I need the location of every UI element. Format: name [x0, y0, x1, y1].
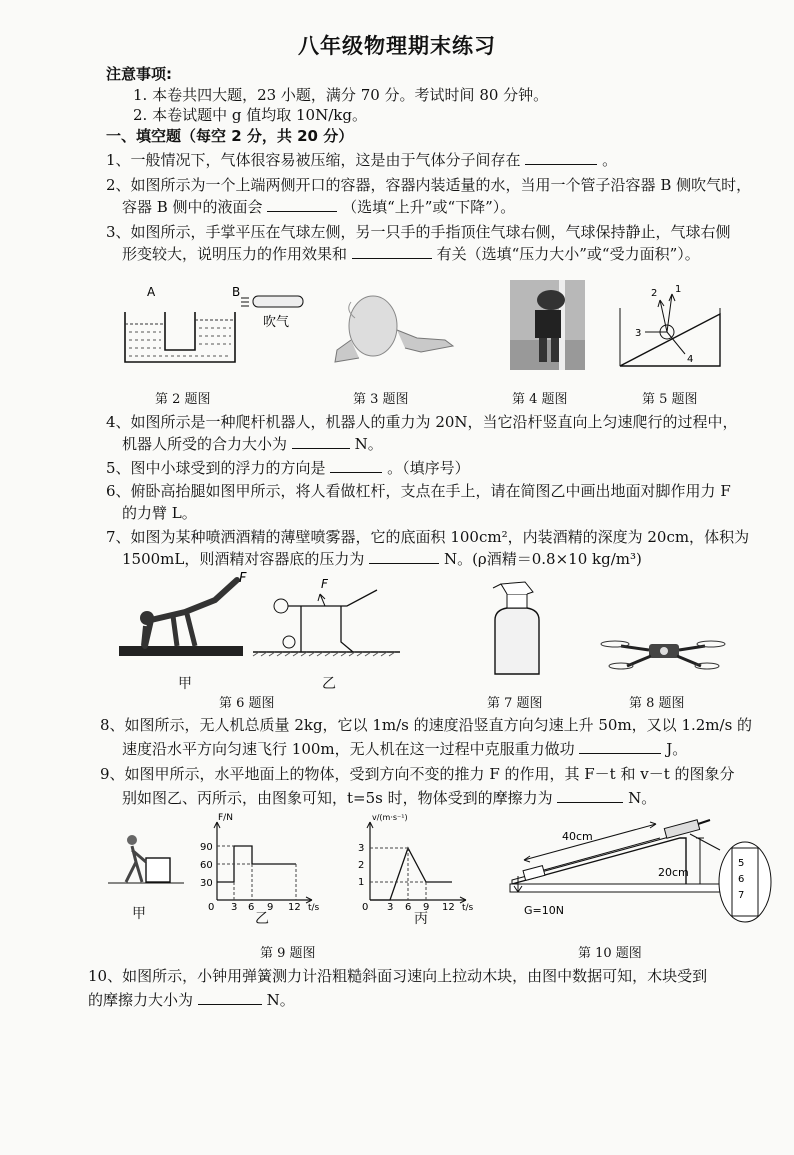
caption-fig-6: 第 6 题图	[219, 696, 275, 711]
fig2-label-a: A	[147, 285, 156, 299]
q3-line1: 3、如图所示，手掌平压在气球左侧，另一只手的手指顶住气球右侧，气球保持静止，气球右侧	[106, 223, 731, 241]
q9-text: 别如图乙、丙所示，由图象可知，t=5s 时，物体受到的摩擦力为	[122, 789, 553, 807]
fig9-y-axis-label: F/N	[218, 813, 233, 823]
fig6-simple-diagram	[253, 577, 400, 656]
q1-tail: 。	[602, 151, 618, 169]
fig9-vtick-1: 1	[358, 877, 365, 888]
fig10-scale-7: 7	[738, 890, 745, 901]
q8-tail: J。	[666, 740, 688, 758]
question-3-line2	[122, 244, 700, 264]
fig10-scale-6: 6	[738, 874, 745, 885]
q10-answer-blank[interactable]	[198, 990, 262, 1005]
q6-line1: 6、俯卧高抬腿如图甲所示，将人看做杠杆，支点在手上，请在简图乙中画出地面对脚作用力 F	[106, 482, 731, 500]
q7-text: 1500mL，则酒精对容器底的压力为	[122, 550, 365, 568]
question-2-line2	[122, 197, 515, 217]
fig7-spray-bottle	[493, 582, 539, 674]
q10-line1: 10、如图所示，小钟用弹簧测力计沿粗糙斜面习速向上拉动木块，由图中数据可知，木块受到	[88, 967, 708, 985]
caption-fig-10: 第 10 题图	[578, 946, 642, 961]
q3-answer-blank[interactable]	[352, 244, 432, 259]
q8-answer-blank[interactable]	[579, 739, 661, 754]
fig9-xtick-9: 9	[267, 902, 274, 913]
q4-text: 机器人所受的合力大小为	[122, 435, 288, 453]
question-7-line2	[122, 549, 642, 569]
q9-answer-blank[interactable]	[557, 788, 623, 803]
caption-fig-9: 第 9 题图	[260, 946, 316, 961]
q5-text: 5、图中小球受到的浮力的方向是	[106, 459, 326, 477]
fig8-drone	[601, 641, 725, 669]
q6-line2: 的力臂 L。	[122, 504, 197, 522]
fig6-label-yi: 乙	[322, 676, 336, 692]
q1-answer-blank[interactable]	[525, 150, 597, 165]
fig9-label-jia: 甲	[132, 906, 146, 922]
fig10-height-20cm: 20cm	[658, 866, 689, 879]
caption-fig-5: 第 5 题图	[642, 392, 698, 407]
caption-fig-4: 第 4 题图	[512, 392, 568, 407]
fig9-vxtick-12: 12	[442, 902, 455, 913]
fig9-vxtick-3: 3	[387, 902, 394, 913]
caption-fig-8: 第 8 题图	[629, 696, 685, 711]
fig2-label-b: B	[232, 285, 241, 299]
caption-fig-3: 第 3 题图	[353, 392, 409, 407]
page-title: 八年级物理期末练习	[298, 34, 496, 58]
fig9-vx-axis-label: t/s	[462, 903, 474, 913]
q2-tail: （选填“上升”或“下降”）。	[342, 198, 516, 216]
q3-text: 形变较大，说明压力的作用效果和	[122, 245, 348, 263]
fig9-vtick-0: 0	[362, 902, 369, 913]
fig9-vxtick-6: 6	[405, 902, 412, 913]
fig9-v-axis-label: v/(m·s⁻¹)	[372, 813, 408, 822]
q7-line1: 7、如图为某种喷洒酒精的薄壁喷雾器，它的底面积 100cm²，内装酒精的深度为 20cm，体积为	[106, 528, 750, 546]
q10-tail: N。	[266, 991, 295, 1009]
q9-line1: 9、如图甲所示，水平地面上的物体，受到方向不变的推力 F 的作用，其 F－t 和 v－t 的图象分	[100, 765, 735, 783]
figure-row-1	[115, 280, 794, 400]
notice-heading: 注意事项:	[106, 65, 172, 83]
q4-answer-blank[interactable]	[292, 434, 350, 449]
fig9-vtick-3: 3	[358, 843, 365, 854]
fig6-person-photo	[119, 571, 247, 656]
fig5-n3: 3	[635, 328, 642, 339]
caption-fig-2: 第 2 题图	[155, 392, 211, 407]
fig9-ytick-90: 90	[200, 842, 213, 853]
q2-text: 容器 B 侧中的液面会	[122, 198, 263, 216]
fig10-scale-5: 5	[738, 858, 745, 869]
q4-line1: 4、如图所示是一种爬杆机器人，机器人的重力为 20N，当它沿杆竖直向上匀速爬行的过程中，	[106, 413, 738, 431]
fig6-label-jia: 甲	[178, 676, 192, 692]
fig10-incline	[510, 820, 771, 922]
notice-item-1: 1. 本卷共四大题，23 小题，满分 70 分。考试时间 80 分钟。	[133, 86, 549, 104]
notice-item-2: 2. 本卷试题中 g 值均取 10N/kg。	[133, 106, 367, 124]
q3-tail: 有关（选填“压力大小”或“受力面积”）。	[436, 245, 700, 263]
fig9-label-bing: 丙	[414, 911, 428, 927]
q4-tail: N。	[354, 435, 383, 453]
fig6-force-f2: F	[321, 577, 328, 591]
q5-answer-blank[interactable]	[330, 458, 382, 473]
fig9-pushing-figure	[108, 835, 184, 883]
fig9-vt-graph	[358, 813, 474, 913]
q5-tail: 。（填序号）	[387, 459, 470, 477]
q10-text: 的摩擦力大小为	[88, 991, 194, 1009]
fig9-xtick-6: 6	[248, 902, 255, 913]
fig5-n2: 2	[651, 288, 658, 299]
fig9-vtick-2: 2	[358, 860, 365, 871]
fig6-force-f: F	[239, 571, 247, 586]
fig2-u-container	[125, 285, 303, 362]
fig5-n4: 4	[687, 354, 694, 365]
question-4-line2	[122, 434, 383, 454]
question-1	[106, 150, 617, 170]
fig2-blow-label: 吹气	[263, 315, 290, 330]
question-8-line2	[122, 739, 687, 759]
figure-row-3	[100, 810, 790, 940]
fig9-ft-graph	[200, 813, 320, 913]
q7-answer-blank[interactable]	[369, 549, 439, 564]
question-9-line2	[122, 788, 656, 808]
question-10-line2	[88, 990, 295, 1010]
fig9-xtick-3: 3	[231, 902, 238, 913]
q1-text: 1、一般情况下，气体很容易被压缩，这是由于气体分子间存在	[106, 151, 521, 169]
fig9-vxtick-9: 9	[423, 902, 430, 913]
q2-line1: 2、如图所示为一个上端两侧开口的容器，容器内装适量的水，当用一个管子沿容器 B 侧吹气时，	[106, 176, 752, 194]
fig10-length-40cm: 40cm	[562, 830, 593, 843]
q2-answer-blank[interactable]	[267, 197, 337, 212]
fig3-balloon	[335, 296, 453, 362]
fig5-ball-incline	[620, 284, 720, 366]
q7-tail: N。(ρ酒精＝0.8×10 kg/m³)	[443, 550, 642, 568]
fig5-n1: 1	[675, 284, 682, 295]
q8-line1: 8、如图所示，无人机总质量 2kg，它以 1m/s 的速度沿竖直方向匀速上升 50m，又以 1.2m/s 的	[100, 716, 753, 734]
question-5	[106, 458, 470, 478]
fig9-label-yi: 乙	[255, 911, 269, 927]
fig9-x-axis-label: t/s	[308, 903, 320, 913]
caption-fig-7: 第 7 题图	[487, 696, 543, 711]
fig9-xtick-12: 12	[288, 902, 301, 913]
q8-text: 速度沿水平方向匀速飞行 100m，无人机在这一过程中克服重力做功	[122, 740, 575, 758]
fig9-ytick-0: 0	[208, 902, 215, 913]
section-heading: 一、填空题（每空 2 分，共 20 分）	[106, 127, 354, 145]
fig9-ytick-30: 30	[200, 878, 213, 889]
fig9-ytick-60: 60	[200, 860, 213, 871]
q9-tail: N。	[628, 789, 657, 807]
figure-row-2	[115, 570, 794, 680]
fig10-weight: G=10N	[524, 904, 564, 917]
fig4-robot-photo	[510, 280, 585, 370]
